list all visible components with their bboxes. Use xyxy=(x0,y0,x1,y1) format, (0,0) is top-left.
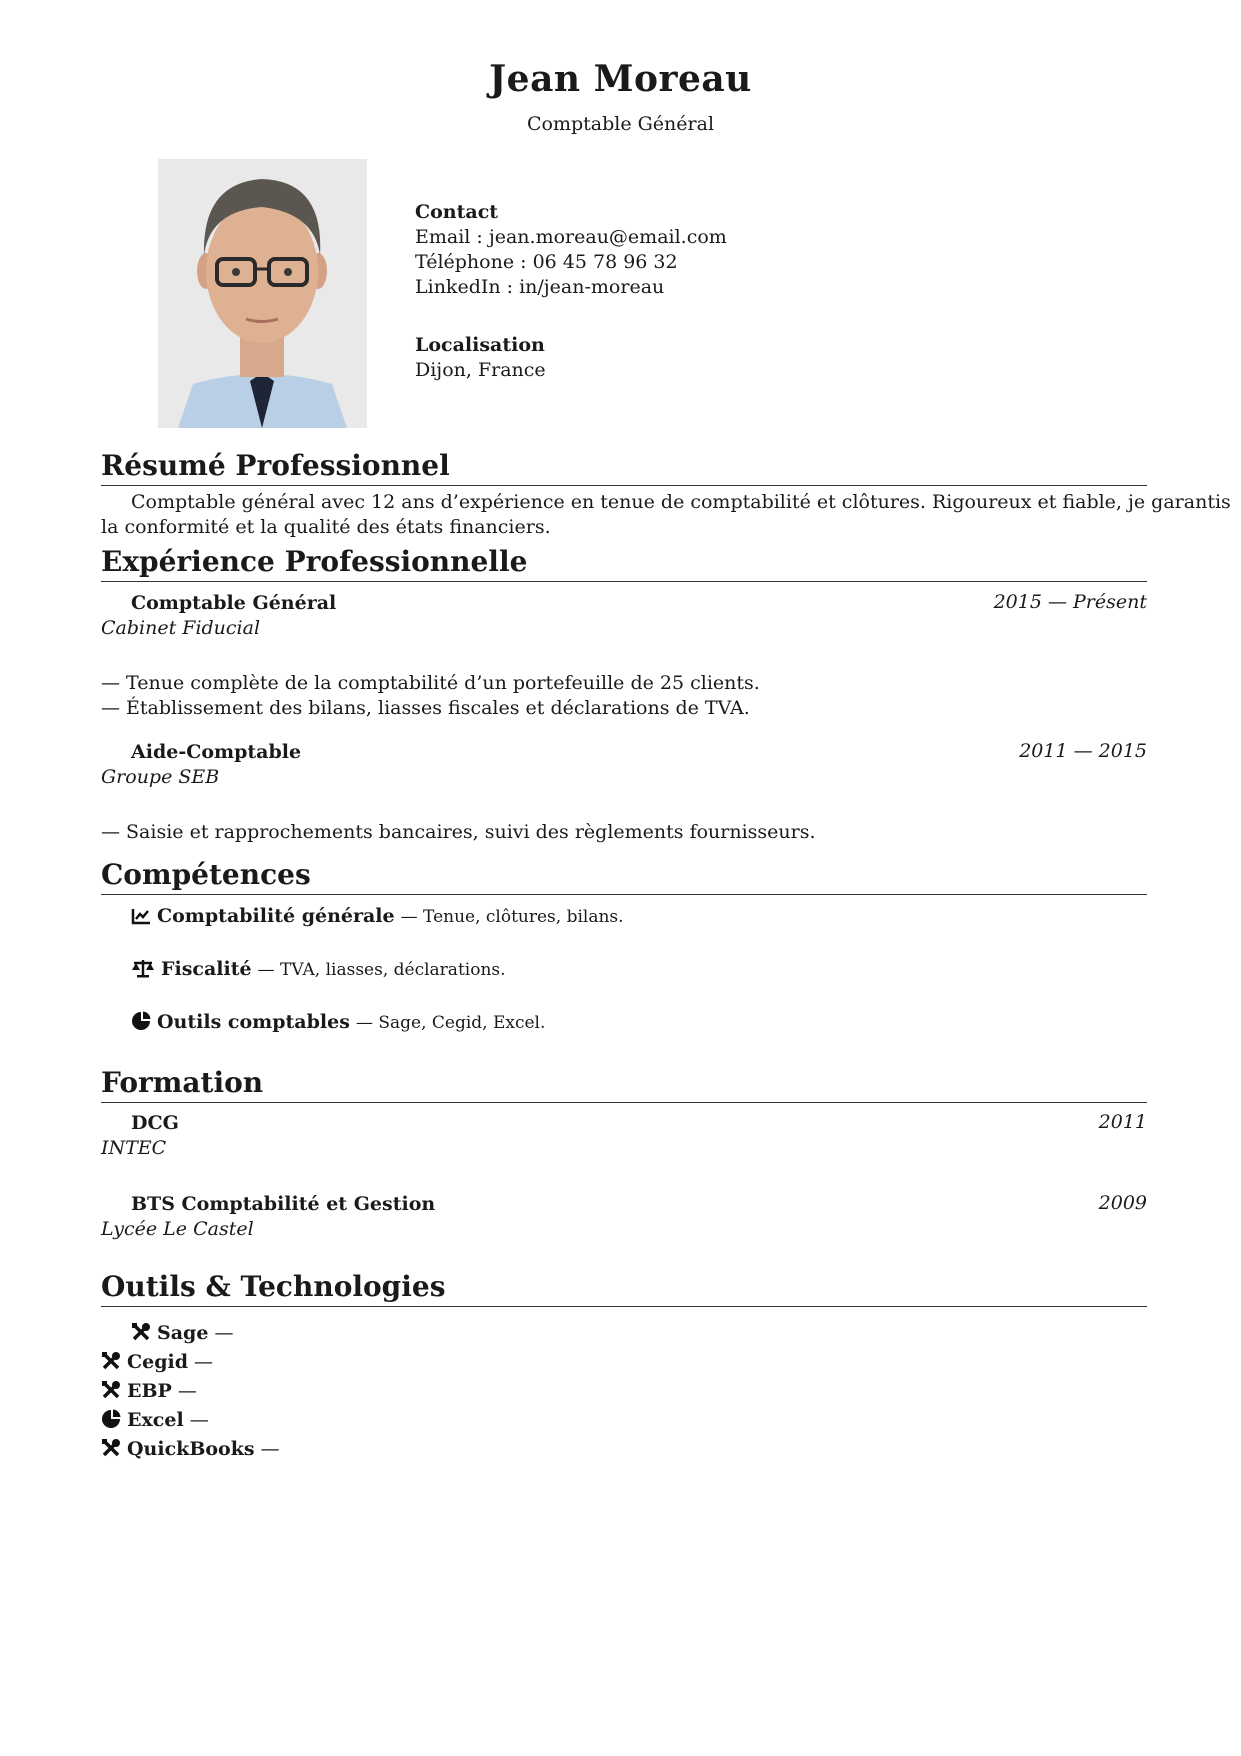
skill-description: — TVA, liasses, déclarations. xyxy=(257,960,506,980)
tool-suffix: — xyxy=(177,1380,197,1402)
balance-scale-icon xyxy=(131,958,155,985)
degree-year: 2011 xyxy=(1098,1111,1147,1133)
job-title: Comptable Général xyxy=(131,592,337,614)
tools-icon xyxy=(131,1322,151,1349)
tools-icon xyxy=(101,1380,121,1407)
summary-heading: Résumé Professionnel xyxy=(101,449,1147,486)
degree-title: BTS Comptabilité et Gestion xyxy=(131,1193,436,1215)
job-company: Cabinet Fiducial xyxy=(101,617,261,639)
skill-name: Outils comptables xyxy=(157,1011,350,1033)
job-bullet: — Tenue complète de la comptabilité d’un portefeuille de 25 clients. xyxy=(101,672,760,694)
tool-name: QuickBooks xyxy=(127,1438,255,1460)
tool-name: Excel xyxy=(127,1409,184,1431)
skill-name: Comptabilité générale xyxy=(157,905,395,927)
tool-name: EBP xyxy=(127,1380,172,1402)
tool-suffix: — xyxy=(260,1438,280,1460)
degree-title: DCG xyxy=(131,1112,179,1134)
degree-year: 2009 xyxy=(1098,1192,1147,1214)
contact-heading: Contact xyxy=(415,201,499,223)
job-title: Aide-Comptable xyxy=(131,741,302,763)
phone-text[interactable]: Téléphone : 06 45 78 96 32 xyxy=(415,251,678,273)
job-company: Groupe SEB xyxy=(101,766,220,788)
summary-line-2: la conformité et la qualité des états financiers. xyxy=(101,516,551,538)
email-text[interactable]: Email : jean.moreau@email.com xyxy=(415,226,727,248)
tool-suffix: — xyxy=(214,1322,234,1344)
job-bullet: — Établissement des bilans, liasses fiscales et déclarations de TVA. xyxy=(101,697,750,719)
skill-item xyxy=(131,957,506,985)
skill-item xyxy=(131,904,624,932)
tools-icon xyxy=(101,1351,121,1378)
tool-item xyxy=(101,1408,209,1436)
summary-line-1: Comptable général avec 12 ans d’expérience en tenue de comptabilité et clôtures. Rigoureux et fiable, je garantis xyxy=(131,491,1231,513)
experience-heading: Expérience Professionnelle xyxy=(101,545,1147,582)
job-bullet: — Saisie et rapprochements bancaires, suivi des règlements fournisseurs. xyxy=(101,821,816,843)
skill-description: — Sage, Cegid, Excel. xyxy=(355,1013,546,1033)
location-heading: Localisation xyxy=(415,334,545,356)
tool-name: Sage xyxy=(157,1322,209,1344)
tool-item xyxy=(101,1379,197,1407)
job-dates: 2011 — 2015 xyxy=(1019,740,1147,762)
candidate-name: Jean Moreau xyxy=(489,58,752,100)
candidate-title: Comptable Général xyxy=(526,113,715,135)
skill-description: — Tenue, clôtures, bilans. xyxy=(400,907,624,927)
contact-block xyxy=(415,200,727,383)
pie-chart-icon xyxy=(101,1409,121,1436)
skill-item xyxy=(131,1010,545,1038)
linkedin-text[interactable]: LinkedIn : in/jean-moreau xyxy=(415,276,665,298)
tool-item xyxy=(101,1350,213,1378)
school-name: INTEC xyxy=(101,1137,167,1159)
skill-name: Fiscalité xyxy=(161,958,252,980)
profile-photo xyxy=(158,159,367,428)
school-name: Lycée Le Castel xyxy=(101,1218,254,1240)
tool-item xyxy=(101,1437,280,1465)
tools-icon xyxy=(101,1438,121,1465)
tool-suffix: — xyxy=(194,1351,214,1373)
tools-heading: Outils & Technologies xyxy=(101,1270,1147,1307)
education-heading: Formation xyxy=(101,1066,1147,1103)
chart-line-icon xyxy=(131,907,151,932)
pie-chart-icon xyxy=(131,1011,151,1038)
skills-heading: Compétences xyxy=(101,858,1147,895)
tool-suffix: — xyxy=(189,1409,209,1431)
job-dates: 2015 — Présent xyxy=(993,591,1147,613)
tool-item xyxy=(131,1321,233,1349)
tool-name: Cegid xyxy=(127,1351,188,1373)
location-text: Dijon, France xyxy=(415,359,546,381)
